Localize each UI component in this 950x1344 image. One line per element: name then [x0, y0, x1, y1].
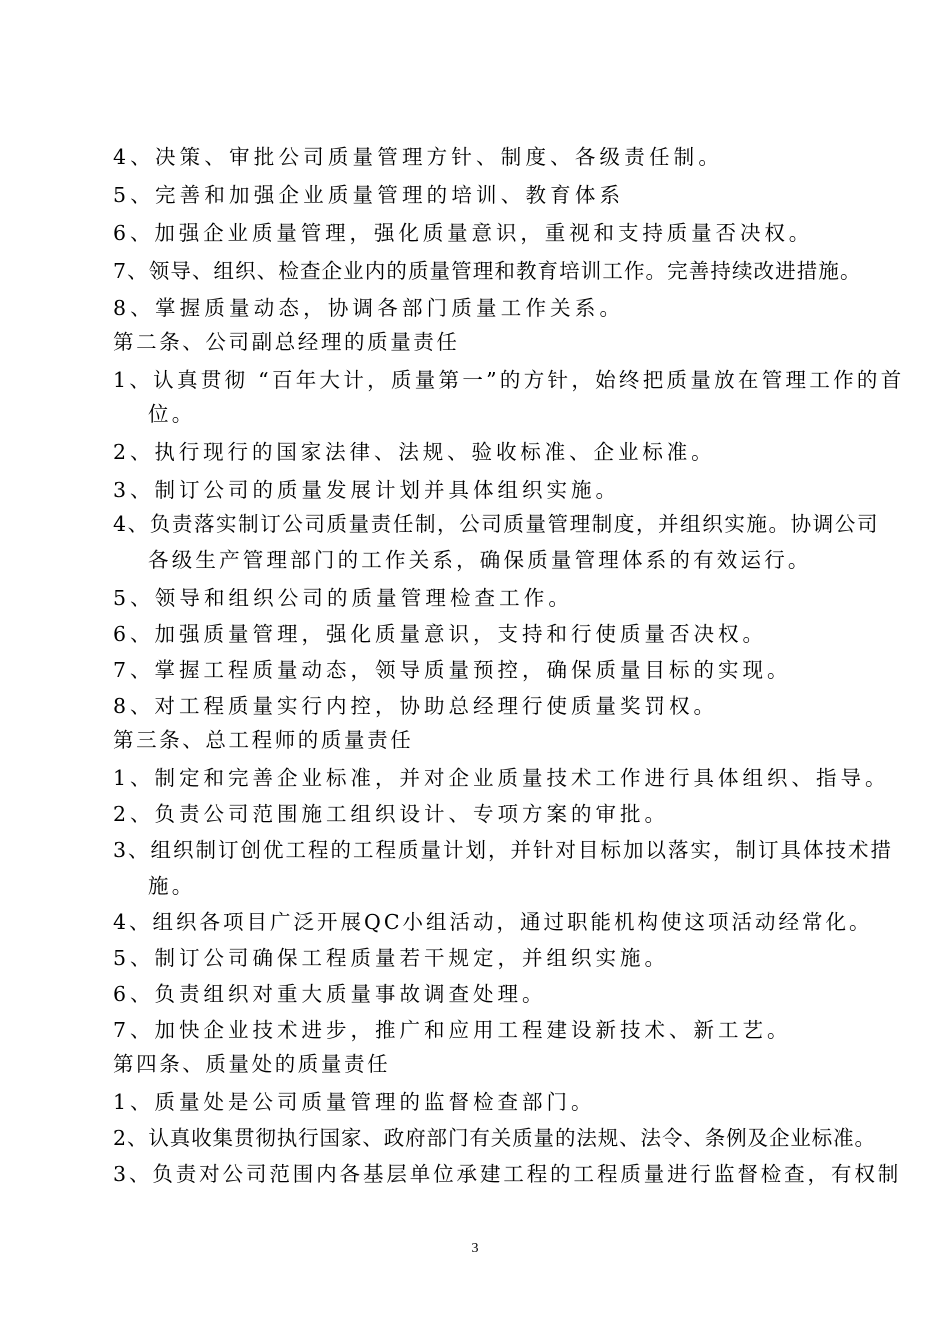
- text-line: 3、负责对公司范围内各基层单位承建工程的工程质量进行监督检查，有权制: [113, 1162, 902, 1186]
- text-line: 7、加快企业技术进步，推广和应用工程建设新技术、新工艺。: [113, 1018, 792, 1042]
- text-line: 3、组织制订创优工程的工程质量计划，并针对目标加以落实，制订具体技术措: [113, 838, 894, 862]
- text-line: 8、掌握质量动态，协调各部门质量工作关系。: [113, 296, 625, 320]
- section-heading: 第二条、公司副总经理的质量责任: [113, 330, 460, 354]
- text-line: 5、领导和组织公司的质量管理检查工作。: [113, 586, 573, 610]
- text-line: 2、负责公司范围施工组织设计、专项方案的审批。: [113, 802, 670, 826]
- section-heading: 第三条、总工程师的质量责任: [113, 728, 414, 752]
- text-line: 1、质量处是公司质量管理的监督检查部门。: [113, 1090, 596, 1114]
- text-line: 5、制订公司确保工程质量若干规定，并组织实施。: [113, 946, 670, 970]
- text-line: 1、认真贯彻 “百年大计，质量第一”的方针，始终把质量放在管理工作的首: [113, 368, 905, 392]
- text-line: 6、负责组织对重大质量事故调查处理。: [113, 982, 547, 1006]
- text-line: 7、领导、组织、检查企业内的质量管理和教育培训工作。完善持续改进措施。: [113, 259, 862, 283]
- text-line: 6、加强企业质量管理，强化质量意识，重视和支持质量否决权。: [113, 221, 814, 245]
- page-number: 3: [471, 1241, 479, 1256]
- text-line: 7、掌握工程质量动态，领导质量预控，确保质量目标的实现。: [113, 658, 792, 682]
- text-line: 8、对工程质量实行内控，协助总经理行使质量奖罚权。: [113, 694, 719, 718]
- text-line: 2、执行现行的国家法律、法规、验收标准、企业标准。: [113, 440, 716, 464]
- text-line-continuation: 位。: [148, 402, 196, 426]
- text-line-continuation: 施。: [148, 874, 196, 898]
- text-line: 5、完善和加强企业质量管理的培训、教育体系: [113, 183, 625, 207]
- text-line: 1、制定和完善企业标准，并对企业质量技术工作进行具体组织、指导。: [113, 766, 890, 790]
- text-line: 4、负责落实制订公司质量责任制，公司质量管理制度，并组织实施。协调公司: [113, 512, 880, 536]
- text-line: 2、认真收集贯彻执行国家、政府部门有关质量的法规、法令、条例及企业标准。: [113, 1126, 876, 1150]
- section-heading: 第四条、质量处的质量责任: [113, 1052, 391, 1076]
- text-line: 4、决策、审批公司质量管理方针、制度、各级责任制。: [113, 145, 724, 169]
- text-line-continuation: 各级生产管理部门的工作关系，确保质量管理体系的有效运行。: [148, 548, 812, 572]
- text-line: 3、制订公司的质量发展计划并具体组织实施。: [113, 478, 621, 502]
- text-line: 4、组织各项目广泛开展QC小组活动，通过职能机构使这项活动经常化。: [113, 910, 873, 934]
- text-line: 6、加强质量管理，强化质量意识，支持和行使质量否决权。: [113, 622, 768, 646]
